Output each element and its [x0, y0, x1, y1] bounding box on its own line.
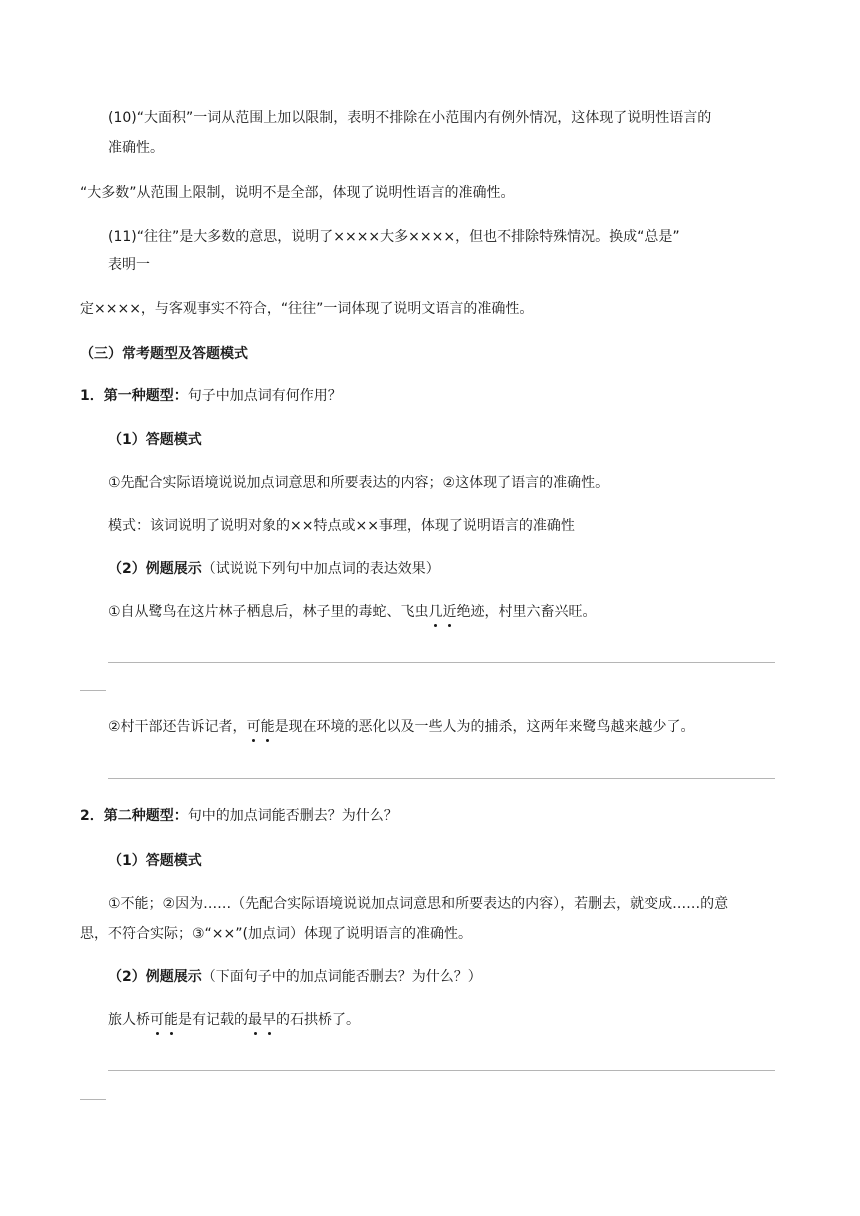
- type-2-example-heading: （2）例题展示: [108, 969, 202, 985]
- answer-line[interactable]: [108, 1070, 775, 1071]
- type-2-question: 句中的加点词能否删去？为什么？: [187, 808, 398, 824]
- item-11-line-2: 表明一: [108, 257, 150, 273]
- type-2-title: [80, 806, 398, 826]
- type-1-example-heading-line: [108, 559, 440, 579]
- answer-line-tail: [80, 1099, 106, 1100]
- dotted-char-4: 早: [262, 1012, 276, 1028]
- type-2-label: 2．第二种题型：: [80, 808, 188, 824]
- dotted-char-1: 可: [150, 1012, 164, 1028]
- type-2-example-note: （下面句子中的加点词能否删去？为什么？）: [201, 969, 482, 985]
- type-1-mode-heading: （1）答题模式: [108, 432, 202, 448]
- type-1-model-text: 模式：该词说明了说明对象的××特点或××事理，体现了说明语言的准确性: [108, 518, 575, 534]
- type-2-example-heading-line: [108, 967, 482, 987]
- section-heading: （三）常考题型及答题模式: [80, 346, 248, 362]
- answer-line[interactable]: [108, 662, 775, 663]
- type-2-mode-line-1: ①不能；②因为……（先配合实际语境说说加点词意思和所要表达的内容），若删去，就变成……的意: [108, 896, 729, 912]
- item-10-line-2: 准确性。: [108, 140, 164, 156]
- example-2-text-before: ②村干部还告诉记者，: [108, 719, 247, 735]
- type-1-example-heading: （2）例题展示: [108, 561, 202, 577]
- type-1-example-note: （试说说下列句中加点词的表达效果）: [201, 561, 440, 577]
- type-1-title: [80, 386, 342, 406]
- dotted-char-1: 可: [246, 719, 261, 735]
- example-text-after: 的石拱桥了。: [276, 1012, 360, 1028]
- example-2-text-after: 是现在环境的恶化以及一些人为的捕杀，这两年来鹭鸟越来越少了。: [274, 719, 695, 735]
- answer-line[interactable]: [108, 778, 775, 779]
- example-text-before: 旅人桥: [108, 1012, 150, 1028]
- type-1-mode-text: ①先配合实际语境说说加点词意思和所要表达的内容；②这体现了语言的准确性。: [108, 475, 610, 491]
- type-1-question: 句子中加点词有何作用？: [187, 388, 342, 404]
- item-11-line-3: 定××××，与客观事实不符合，“往往”一词体现了说明文语言的准确性。: [80, 301, 534, 317]
- dotted-char-3: 最: [248, 1012, 262, 1028]
- example-1-text-after: 绝迹，村里六畜兴旺。: [456, 604, 597, 620]
- type-1-label: 1．第一种题型：: [80, 388, 188, 404]
- item-11-line-1: (11)“往往”是大多数的意思，说明了××××大多××××，但也不排除特殊情况。换成“总是”: [108, 229, 680, 245]
- type-2-mode-line-2: 思，不符合实际；③“××”(加点词）体现了说明语言的准确性。: [80, 926, 472, 942]
- dotted-char-2: 近: [442, 604, 457, 620]
- dotted-char-1: 几: [428, 604, 443, 620]
- type-1-example-1: [108, 602, 597, 622]
- example-1-text-before: ①自从鹭鸟在这片林子栖息后，林子里的毒蛇、飞虫: [108, 604, 429, 620]
- dotted-char-2: 能: [260, 719, 275, 735]
- dotted-char-2: 能: [164, 1012, 178, 1028]
- answer-line-tail: [80, 690, 106, 691]
- type-1-example-2: [108, 717, 695, 737]
- majority-explanation: “大多数”从范围上限制，说明不是全部，体现了说明性语言的准确性。: [80, 185, 515, 201]
- example-text-middle: 是有记载的: [178, 1012, 248, 1028]
- type-2-mode-heading: （1）答题模式: [108, 853, 202, 869]
- type-2-example: [108, 1010, 360, 1030]
- item-10-line-1: (10)“大面积”一词从范围上加以限制，表明不排除在小范围内有例外情况，这体现了说明性语言的: [108, 110, 712, 126]
